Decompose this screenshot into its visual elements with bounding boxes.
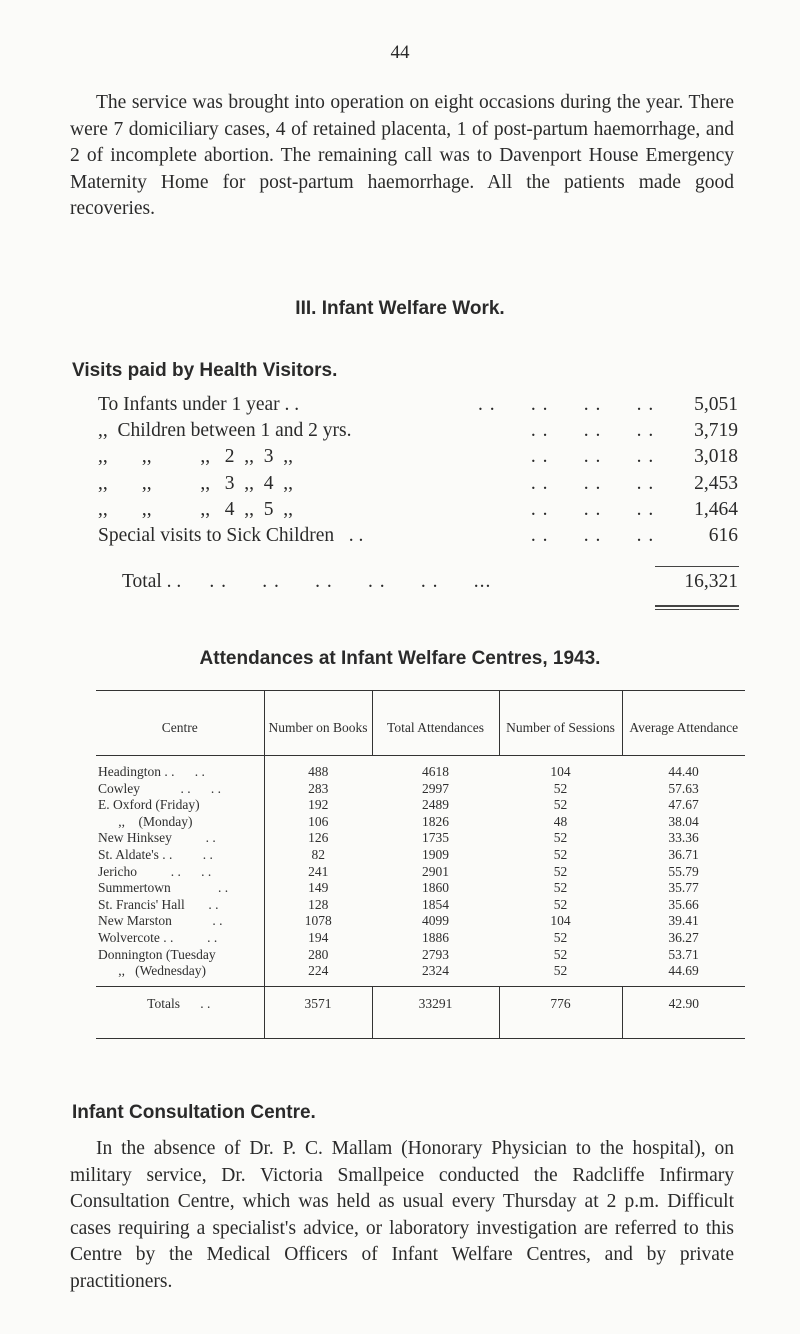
- leader-dots: . . . . . .: [478, 472, 655, 494]
- visits-row-label: ,, ,, ,, 3 ,, 4 ,,: [98, 472, 293, 494]
- centre-name: Jericho . . . .: [98, 863, 212, 879]
- books-cell: 128: [264, 897, 372, 914]
- average-cell: 57.63: [668, 780, 699, 796]
- attendances-cell: 1860: [422, 880, 449, 896]
- sessions-cell: 48: [553, 813, 568, 829]
- table-row: [96, 947, 745, 964]
- centre-name: Donnington (Tuesday: [98, 946, 216, 962]
- leader-dots: . . . . . .: [478, 446, 655, 468]
- visits-row: [98, 499, 738, 525]
- visits-list: [98, 394, 738, 551]
- attendances-cell: 1854: [422, 896, 449, 912]
- sessions-cell: 52: [553, 946, 568, 962]
- table-row: [96, 847, 745, 864]
- centre-name: Headington . . . .: [98, 764, 205, 779]
- attendances-cell: 4099: [422, 913, 449, 929]
- visits-row: [98, 446, 738, 472]
- leader-dots: . . . . . .: [478, 498, 655, 520]
- visits-row: [98, 420, 738, 446]
- attendances-title: Attendances at Infant Welfare Centres, 1943.: [199, 648, 601, 669]
- books-cell: 106: [264, 814, 372, 831]
- books-cell: 283: [264, 781, 372, 798]
- average-cell: 53.71: [668, 946, 699, 962]
- attendances-cell: 2793: [422, 946, 449, 962]
- leader-dots: . . . . . .: [478, 420, 655, 442]
- visits-total-label: Total . .: [122, 571, 182, 592]
- table-row: [96, 913, 745, 930]
- centre-name: Summertown . .: [98, 880, 229, 896]
- centre-name: St. Aldate's . . . .: [98, 846, 213, 862]
- totals-books: 3571: [264, 986, 372, 1039]
- attendances-cell: 4618: [422, 764, 449, 779]
- table-row: [96, 930, 745, 947]
- table-row: [96, 756, 745, 781]
- sessions-cell: 52: [553, 780, 568, 796]
- centre-name: ,, (Monday): [98, 813, 193, 829]
- average-cell: 35.77: [668, 880, 699, 896]
- totals-row: [96, 986, 745, 1039]
- sessions-cell: 52: [553, 846, 568, 862]
- books-cell: 149: [264, 880, 372, 897]
- attendances-cell: 2489: [422, 797, 449, 813]
- column-header: Number of Sessions: [499, 691, 622, 756]
- table-row: [96, 880, 745, 897]
- visits-row: [98, 473, 738, 499]
- total-rule: [655, 566, 739, 567]
- attendances-cell: 1886: [422, 929, 449, 945]
- leader-dots: . . . . . . . .: [478, 394, 655, 415]
- consultation-paragraph: In the absence of Dr. P. C. Mallam (Honorary Physician to the hospital), on military service, Dr. Victoria Smallpeice conducted the Radcliffe Infirmary Consultation Centre, which was held as usual every Thursday at 2 p.m. Difficult cases requiring a specialist's advice, or laboratory investigation are referred to this Centre by the Medical Officers of Infant Welfare Centres, and by private practitioners.: [70, 1138, 734, 1292]
- average-cell: 38.04: [668, 813, 699, 829]
- visits-row: [98, 525, 738, 551]
- leader-dots: . . . . . . . . . . ...: [180, 571, 492, 592]
- column-header: Total Attendances: [372, 691, 499, 756]
- books-cell: 280: [264, 947, 372, 964]
- sessions-cell: 52: [553, 797, 568, 813]
- totals-sessions: 776: [499, 986, 622, 1039]
- sessions-cell: 52: [553, 896, 568, 912]
- visits-heading: Visits paid by Health Visitors.: [72, 360, 338, 381]
- books-cell: 241: [264, 864, 372, 881]
- page-number: 44: [390, 42, 410, 63]
- sessions-cell: 104: [550, 913, 571, 929]
- total-double-rule: [655, 605, 739, 607]
- sessions-cell: 104: [550, 764, 571, 779]
- table-row: [96, 781, 745, 798]
- totals-attendances: 33291: [372, 986, 499, 1039]
- average-cell: 44.40: [668, 764, 699, 779]
- visits-row: [98, 394, 738, 420]
- intro-paragraph: The service was brought into operation on eight occasions during the year. There were 7 domiciliary cases, 4 of retained placenta, 1 of post-partum haemorrhage, and 2 of incomplete abortion. The remaining call was to Davenport House Emergency Maternity Home for post-partum haemorrhage. All the patients made good recoveries.: [70, 92, 734, 219]
- sessions-cell: 52: [553, 963, 568, 979]
- attendances-cell: 2324: [422, 963, 449, 979]
- total-double-rule: [655, 609, 739, 610]
- visits-row-value: 2,453: [694, 472, 738, 494]
- visits-row-label: Special visits to Sick Children . .: [98, 524, 364, 546]
- column-header: Average Attendance: [622, 691, 745, 756]
- table-header-row: [96, 691, 745, 756]
- average-cell: 36.71: [668, 846, 699, 862]
- books-cell: 82: [264, 847, 372, 864]
- attendances-cell: 1826: [422, 813, 449, 829]
- column-header: Number on Books: [264, 691, 372, 756]
- sessions-cell: 52: [553, 929, 568, 945]
- visits-row-value: 616: [708, 524, 738, 546]
- average-cell: 44.69: [668, 963, 699, 979]
- average-cell: 33.36: [668, 830, 699, 846]
- books-cell: 224: [264, 963, 372, 986]
- visits-row-value: 1,464: [694, 498, 738, 520]
- leader-dots: . . . . . .: [478, 524, 655, 546]
- visits-row-label: To Infants under 1 year . .: [98, 394, 300, 415]
- totals-average: 42.90: [622, 986, 745, 1039]
- visits-total-value: 16,321: [684, 571, 738, 592]
- section-title: III. Infant Welfare Work.: [295, 298, 505, 319]
- column-header: Centre: [161, 720, 198, 735]
- average-cell: 39.41: [668, 913, 699, 929]
- centre-name: New Marston . .: [98, 913, 223, 929]
- visits-row-value: 3,018: [694, 446, 738, 468]
- average-cell: 35.66: [668, 896, 699, 912]
- table-row: [96, 897, 745, 914]
- visits-row-value: 5,051: [694, 394, 738, 415]
- average-cell: 36.27: [668, 929, 699, 945]
- average-cell: 55.79: [668, 863, 699, 879]
- visits-row-label: ,, Children between 1 and 2 yrs.: [98, 420, 352, 442]
- attendances-cell: 2997: [422, 780, 449, 796]
- centre-name: Cowley . . . .: [98, 780, 221, 796]
- attendances-cell: 1909: [422, 846, 449, 862]
- attendances-cell: 2901: [422, 863, 449, 879]
- books-cell: 126: [264, 830, 372, 847]
- attendances-table: [96, 690, 745, 1039]
- books-cell: 192: [264, 797, 372, 814]
- centre-name: ,, (Wednesday): [98, 963, 207, 979]
- visits-row-value: 3,719: [694, 420, 738, 442]
- sessions-cell: 52: [553, 880, 568, 896]
- table-row: [96, 814, 745, 831]
- sessions-cell: 52: [553, 830, 568, 846]
- attendances-cell: 1735: [422, 830, 449, 846]
- sessions-cell: 52: [553, 863, 568, 879]
- centre-name: New Hinksey . .: [98, 830, 216, 846]
- visits-row-label: ,, ,, ,, 2 ,, 3 ,,: [98, 446, 293, 468]
- average-cell: 47.67: [668, 797, 699, 813]
- centre-name: Wolvercote . . . .: [98, 929, 218, 945]
- table-row: [96, 797, 745, 814]
- centre-name: St. Francis' Hall . .: [98, 896, 219, 912]
- books-cell: 194: [264, 930, 372, 947]
- table-row: [96, 864, 745, 881]
- table-row: [96, 963, 745, 986]
- totals-label: Totals . .: [147, 995, 211, 1011]
- books-cell: 1078: [264, 913, 372, 930]
- consultation-heading: Infant Consultation Centre.: [72, 1102, 316, 1123]
- table-row: [96, 830, 745, 847]
- centre-name: E. Oxford (Friday): [98, 797, 200, 813]
- books-cell: 488: [264, 756, 372, 781]
- visits-row-label: ,, ,, ,, 4 ,, 5 ,,: [98, 498, 293, 520]
